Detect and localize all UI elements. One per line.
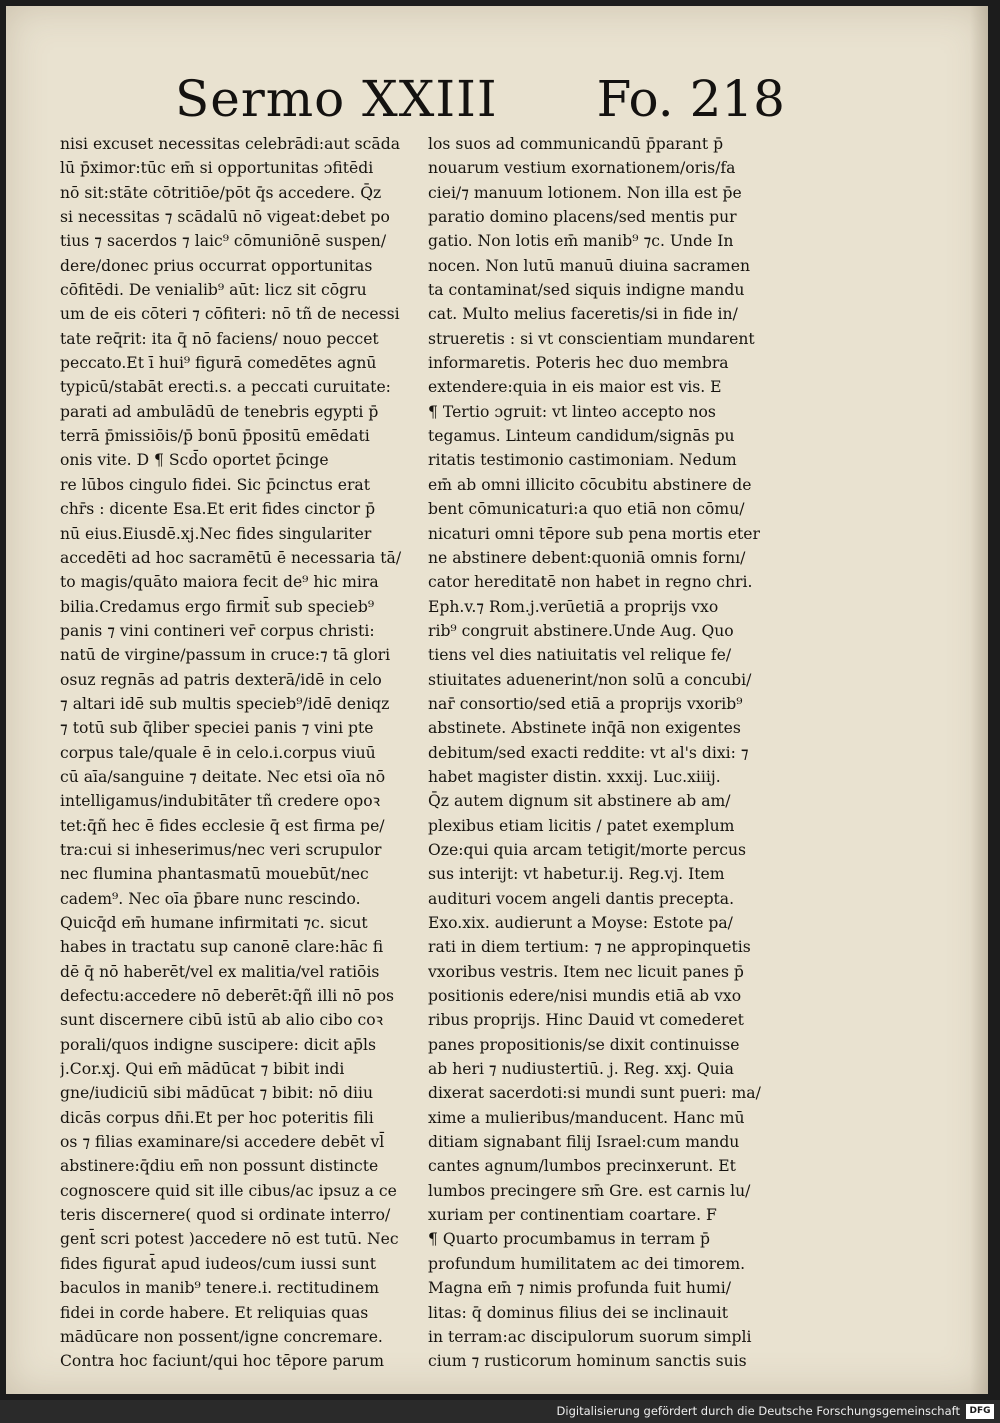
- text-line: onis vite. D ¶ Scd̄o oportet p̄cinge: [60, 451, 329, 470]
- text-line: rati in diem tertium: ⁊ ne appropinquetis: [428, 938, 751, 957]
- text-line: teris discernere( quod si ordinate interro/: [60, 1206, 391, 1225]
- text-line: mādūcare non possent/igne concremare.: [60, 1327, 383, 1346]
- page-edge-shadow: [970, 6, 988, 1394]
- text-line: ab heri ⁊ nudiustertiū. j. Reg. xxj. Quia: [428, 1060, 734, 1079]
- text-line: ¶ Quarto procumbamus in terram p̄: [428, 1230, 710, 1249]
- text-line: to magis/quāto maiora fecit de⁹ hic mira: [60, 573, 379, 592]
- text-line: natū de virgine/passum in cruce:⁊ tā glori: [60, 646, 391, 665]
- text-line: tiens vel dies natiuitatis vel relique fe/: [428, 646, 732, 665]
- text-line: dē q̄ nō haberēt/vel ex malitia/vel ratiōis: [60, 962, 380, 981]
- text-line: nocen. Non lutū manuū diuina sacramen: [428, 256, 750, 275]
- page-header: [175, 70, 785, 140]
- text-line: Magna em̄ ⁊ nimis profunda fuit humi/: [428, 1279, 732, 1298]
- text-line: gne/iudiciū sibi mādūcat ⁊ bibit: nō diiu: [60, 1084, 374, 1103]
- text-line: nū eius.Eiusdē.xj.Nec fides singulariter: [60, 524, 372, 543]
- text-line: dicās corpus dn̄i.Et per hoc poteritis fili: [60, 1108, 374, 1127]
- text-line: sunt discernere cibū istū ab alio cibo coꝛ: [60, 1011, 383, 1030]
- text-line: Oze:qui quia arcam tetigit/morte percus: [428, 840, 747, 859]
- text-line: Quicq̄d em̄ humane infirmitati ⁊c. sicut: [60, 914, 368, 932]
- text-line: xuriam per continentiam coartare. F: [428, 1206, 717, 1225]
- text-line: ribus proprijs. Hinc Dauid vt comederet: [428, 1011, 744, 1030]
- text-line: panis ⁊ vini contineri ver̄ corpus christi:: [60, 621, 375, 640]
- text-line: strueretis : si vt conscientiam mundarent: [428, 329, 755, 348]
- text-line: gent̄ scri potest )accedere nō est tutū. Nec: [60, 1230, 399, 1249]
- text-line: positionis edere/nisi mundis etiā ab vxo: [428, 987, 742, 1006]
- text-line: corpus tale/quale ē in celo.i.corpus viuū: [60, 743, 376, 762]
- text-line: os ⁊ filias examinare/si accedere debēt vl̄: [60, 1133, 385, 1152]
- text-line: in terram:ac discipulorum suorum simpli: [428, 1327, 752, 1346]
- text-line: los suos ad communicandū p̄parant p̄: [428, 135, 724, 153]
- text-line: ⁊ altari idē sub multis specieb⁹/idē deniqz: [60, 694, 390, 713]
- text-line: panes propositionis/se dixit continuisse: [428, 1035, 740, 1054]
- text-line: abstinete. Abstinete inq̄ā non exigentes: [428, 719, 741, 738]
- text-line: habet magister distin. xxxij. Luc.xiiij.: [428, 767, 721, 786]
- text-line: lumbos precingere sm̄ Gre. est carnis lu/: [428, 1181, 751, 1200]
- text-line: Q̄z autem dignum sit abstinere ab am/: [428, 792, 731, 811]
- text-line: re lūbos cingulo fidei. Sic p̄cinctus erat: [60, 475, 370, 494]
- text-line: ciei/⁊ manuum lotionem. Non illa est p̄e: [428, 183, 742, 202]
- folio-number: Fo. 218: [596, 70, 785, 128]
- text-line: nec flumina phantasmatū mouebūt/nec: [60, 865, 369, 884]
- digitization-credit: Digitalisierung gefördert durch die Deutsche Forschungsgemeinschaft: [556, 1404, 960, 1418]
- text-line: lū p̄ximor:tūc em̄ si opportunitas ɔfitēdi: [60, 159, 374, 178]
- text-line: porali/quos indigne suscipere: dicit ap̄ls: [60, 1035, 376, 1054]
- text-line: extendere:quia in eis maior est vis. E: [428, 378, 722, 397]
- text-line: nicaturi omni tēpore sub pena mortis eter: [428, 524, 760, 543]
- text-line: Contra hoc faciunt/qui hoc tēpore parum: [60, 1352, 385, 1371]
- text-line: typicū/stabāt erecti.s. a peccati curuitate:: [60, 378, 391, 397]
- text-line: dere/donec prius occurrat opportunitas: [60, 256, 373, 275]
- text-column-right: [428, 132, 790, 1374]
- text-line: ta contaminat/sed siquis indigne mandu: [428, 281, 745, 300]
- text-line: xime a mulieribus/manducent. Hanc mū: [428, 1108, 745, 1127]
- text-line: baculos in manib⁹ tenere.i. rectitudinem: [60, 1279, 379, 1298]
- running-title: Sermo XXIII: [175, 70, 498, 128]
- text-line: ¶ Tertio ɔgruit: vt linteo accepto nos: [428, 402, 716, 421]
- text-line: dixerat sacerdoti:si mundi sunt pueri: ma/: [428, 1084, 761, 1103]
- text-line: osuz regnās ad patris dexterā/idē in celo: [60, 670, 382, 689]
- text-line: ritatis testimonio castimoniam. Nedum: [428, 451, 737, 470]
- text-line: j.Cor.xj. Qui em̄ mādūcat ⁊ bibit indi: [60, 1060, 345, 1079]
- text-line: accedēti ad hoc sacramētū ē necessaria tā/: [60, 548, 402, 567]
- text-line: ditiam signabant filij Israel:cum mandu: [428, 1133, 740, 1152]
- text-line: Eph.v.⁊ Rom.j.verūetiā a proprijs vxo: [428, 597, 719, 616]
- text-line: nisi excuset necessitas celebrādi:aut scāda: [60, 135, 400, 153]
- text-line: tius ⁊ sacerdos ⁊ laic⁹ cōmuniōnē suspen/: [60, 232, 387, 251]
- text-line: cat. Multo melius faceretis/si in fide in/: [428, 305, 738, 324]
- text-line: informaretis. Poteris hec duo membra: [428, 354, 729, 373]
- text-line: cadem⁹. Nec oīa p̄bare nunc rescindo.: [60, 889, 361, 908]
- text-line: cator hereditatē non habet in regno chri.: [428, 573, 753, 592]
- text-line: tegamus. Linteum candidum/signās pu: [428, 427, 735, 446]
- text-line: cium ⁊ rusticorum hominum sanctis suis: [428, 1352, 747, 1371]
- text-line: debitum/sed exacti reddite: vt al's dixi: ⁊: [428, 743, 749, 762]
- text-line: gatio. Non lotis em̄ manib⁹ ⁊c. Unde In: [428, 232, 734, 251]
- text-line: litas: q̄ dominus filius dei se inclinauit: [428, 1303, 728, 1322]
- text-line: cantes agnum/lumbos precinxerunt. Et: [428, 1157, 736, 1176]
- text-line: ne abstinere debent:quoniā omnis fornı/: [428, 548, 746, 567]
- text-line: audituri vocem angeli dantis precepta.: [428, 889, 735, 908]
- text-line: ⁊ totū sub q̄liber speciei panis ⁊ vini pte: [60, 719, 374, 738]
- text-line: peccato.Et ī hui⁹ figurā comedētes agnū: [60, 354, 377, 373]
- text-line: stiuitates aduenerint/non solū a concubi/: [428, 670, 752, 689]
- text-line: chr̄s : dicente Esa.Et erit fides cinctor p̄: [60, 500, 376, 519]
- text-line: um de eis cōteri ⁊ cōfiteri: nō tñ de necessi: [60, 305, 400, 324]
- text-column-left: [60, 132, 422, 1374]
- text-line: tet:q̄ñ hec ē fides ecclesie q̄ est firma pe/: [60, 816, 385, 835]
- text-line: fides figurat̄ apud iudeos/cum iussi sunt: [60, 1254, 376, 1273]
- text-line: intelligamus/indubitāter tñ credere opoꝛ: [60, 792, 381, 811]
- text-line: abstinere:q̄diu em̄ non possunt distincte: [60, 1157, 379, 1176]
- text-line: fidei in corde habere. Et reliquias quas: [60, 1303, 369, 1322]
- text-line: paratio domino placens/sed mentis pur: [428, 208, 737, 227]
- text-line: cognoscere quid sit ille cibus/ac ipsuz a ce: [60, 1181, 397, 1200]
- text-line: plexibus etiam licitis / patet exemplum: [428, 816, 735, 835]
- text-line: cōfitēdi. De venialib⁹ aūt: licz sit cōgru: [60, 281, 367, 300]
- text-line: nar̄ consortio/sed etiā a proprijs vxorib⁹: [428, 694, 743, 713]
- text-line: defectu:accedere nō deberēt:q̄ñ illi nō pos: [60, 987, 395, 1006]
- text-line: nō sit:stāte cōtritiōe/pōt q̄s accedere. Q̄z: [60, 183, 382, 202]
- text-line: profundum humilitatem ac dei timorem.: [428, 1254, 746, 1273]
- text-line: si necessitas ⁊ scādalū nō vigeat:debet po: [60, 208, 390, 227]
- dfg-logo: DFG: [966, 1404, 994, 1419]
- text-line: vxoribus vestris. Item nec licuit panes p̄: [428, 962, 744, 981]
- text-line: nouarum vestium exornationem/oris/fa: [428, 159, 736, 178]
- text-line: parati ad ambulādū de tenebris egypti p̄: [60, 402, 379, 421]
- text-line: cū aīa/sanguine ⁊ deitate. Nec etsi oīa nō: [60, 767, 386, 786]
- text-line: tra:cui si inheserimus/nec veri scrupulor: [60, 840, 382, 859]
- text-line: em̄ ab omni illicito cōcubitu abstinere de: [428, 475, 752, 494]
- text-line: Exo.xix. audierunt a Moyse: Estote pa/: [428, 914, 733, 932]
- text-line: tate req̄rit: ita q̄ nō faciens/ nouo peccet: [60, 329, 379, 348]
- text-line: rib⁹ congruit abstinere.Unde Aug. Quo: [428, 621, 734, 640]
- text-line: sus interijt: vt habetur.ij. Reg.vj. Item: [428, 865, 725, 884]
- text-line: terrā p̄missiōis/p̄ bonū p̄positū emēdati: [60, 427, 370, 446]
- text-line: bilia.Credamus ergo firmit̄ sub specieb⁹: [60, 597, 375, 616]
- text-line: habes in tractatu sup canonē clare:hāc fi: [60, 938, 384, 957]
- text-line: bent cōmunicaturi:a quo etiā non cōmu/: [428, 500, 745, 519]
